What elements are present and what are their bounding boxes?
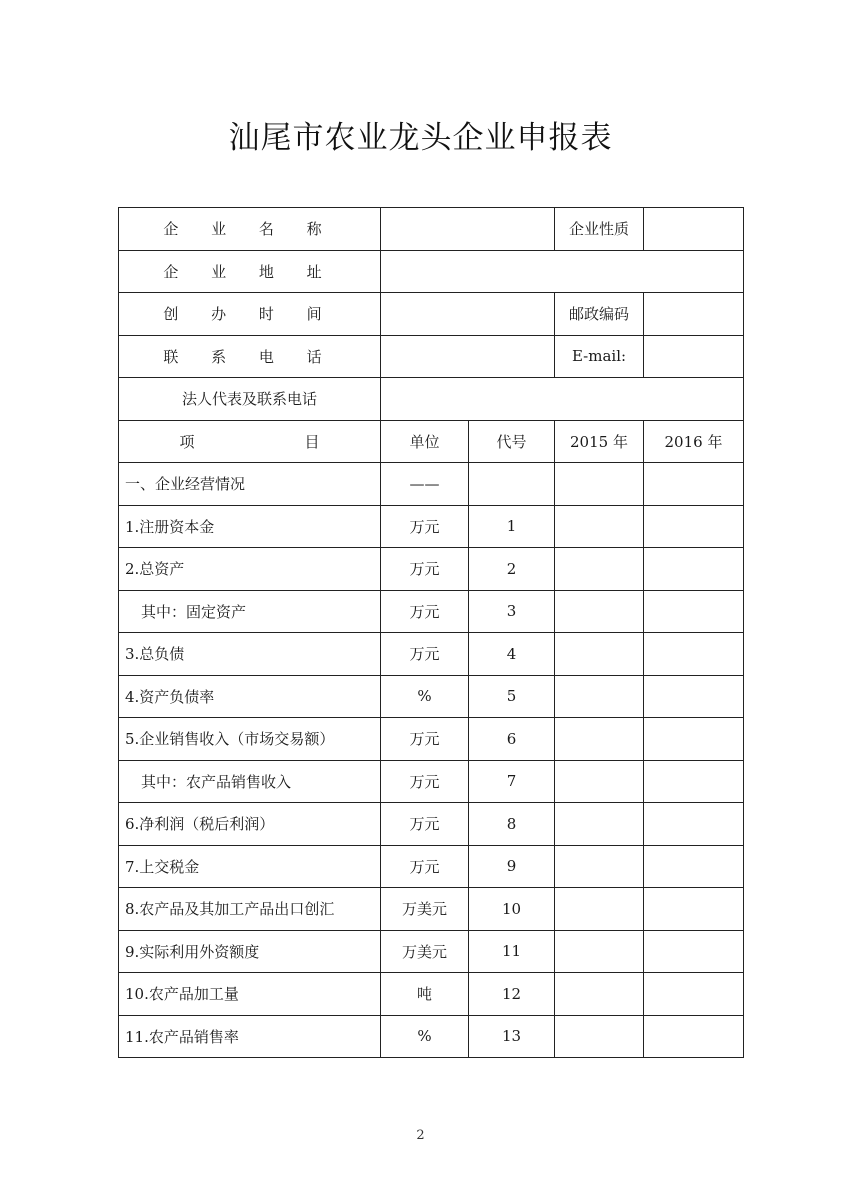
company-name-field[interactable] bbox=[381, 208, 555, 251]
row-label: 6.净利润（税后利润） bbox=[119, 803, 381, 846]
value-2016-field[interactable] bbox=[644, 803, 744, 846]
row-label: 8.农产品及其加工产品出口创汇 bbox=[119, 888, 381, 931]
row-code: 12 bbox=[469, 973, 555, 1016]
row-label: 3.总负债 bbox=[119, 633, 381, 676]
table-row bbox=[119, 760, 744, 803]
value-2015-field[interactable] bbox=[555, 675, 644, 718]
email-label: E-mail: bbox=[555, 335, 644, 378]
row-label: 11.农产品销售率 bbox=[119, 1015, 381, 1058]
row-unit: 万美元 bbox=[381, 888, 469, 931]
email-field[interactable] bbox=[644, 335, 744, 378]
item-header bbox=[119, 420, 381, 463]
row-code: 7 bbox=[469, 760, 555, 803]
postal-code-label: 邮政编码 bbox=[555, 293, 644, 336]
table-row bbox=[119, 590, 744, 633]
value-2016-field[interactable] bbox=[644, 930, 744, 973]
year-2015-header: 2015 年 bbox=[555, 420, 644, 463]
table-row bbox=[119, 505, 744, 548]
table-row bbox=[119, 718, 744, 761]
value-2016-field[interactable] bbox=[644, 1015, 744, 1058]
value-2016-field[interactable] bbox=[644, 675, 744, 718]
value-2016-field[interactable] bbox=[644, 760, 744, 803]
row-code: 2 bbox=[469, 548, 555, 591]
postal-code-field[interactable] bbox=[644, 293, 744, 336]
value-2015-field[interactable] bbox=[555, 803, 644, 846]
row-label: 1.注册资本金 bbox=[119, 505, 381, 548]
founded-time-row bbox=[119, 293, 744, 336]
row-unit: 万元 bbox=[381, 845, 469, 888]
page-number: 2 bbox=[416, 1128, 425, 1143]
row-code: 5 bbox=[469, 675, 555, 718]
row-code: 3 bbox=[469, 590, 555, 633]
value-2016-field[interactable] bbox=[644, 590, 744, 633]
value-2015-field[interactable] bbox=[555, 590, 644, 633]
row-code: 10 bbox=[469, 888, 555, 931]
value-2016-field[interactable] bbox=[644, 505, 744, 548]
row-unit: % bbox=[381, 675, 469, 718]
value-2015-field[interactable] bbox=[555, 888, 644, 931]
row-code bbox=[469, 463, 555, 506]
row-label: 9.实际利用外资额度 bbox=[119, 930, 381, 973]
row-label: 其中：农产品销售收入 bbox=[119, 760, 381, 803]
company-name-label: 企 业 名 称 bbox=[119, 208, 381, 251]
table-row bbox=[119, 888, 744, 931]
row-unit: 万元 bbox=[381, 718, 469, 761]
row-code: 4 bbox=[469, 633, 555, 676]
row-unit: 万元 bbox=[381, 760, 469, 803]
row-code: 9 bbox=[469, 845, 555, 888]
row-unit: 万元 bbox=[381, 548, 469, 591]
row-unit: 吨 bbox=[381, 973, 469, 1016]
value-2015-field[interactable] bbox=[555, 1015, 644, 1058]
value-2016-field[interactable] bbox=[644, 633, 744, 676]
row-unit: 万美元 bbox=[381, 930, 469, 973]
table-row bbox=[119, 845, 744, 888]
value-2015-field[interactable] bbox=[555, 548, 644, 591]
row-unit: —— bbox=[381, 463, 469, 506]
table-row bbox=[119, 675, 744, 718]
company-nature-field[interactable] bbox=[644, 208, 744, 251]
row-label: 4.资产负债率 bbox=[119, 675, 381, 718]
year-2016-header: 2016 年 bbox=[644, 420, 744, 463]
value-2015-field[interactable] bbox=[555, 633, 644, 676]
table-row bbox=[119, 548, 744, 591]
value-2016-field[interactable] bbox=[644, 973, 744, 1016]
item-header-a: 项 bbox=[179, 432, 195, 451]
value-2016-field[interactable] bbox=[644, 888, 744, 931]
page-title: 汕尾市农业龙头企业申报表 bbox=[228, 120, 613, 156]
row-label: 一、企业经营情况 bbox=[119, 463, 381, 506]
row-label: 10.农产品加工量 bbox=[119, 973, 381, 1016]
value-2016-field[interactable] bbox=[644, 718, 744, 761]
founded-time-label: 创 办 时 间 bbox=[119, 293, 381, 336]
value-2015-field[interactable] bbox=[555, 463, 644, 506]
row-unit: 万元 bbox=[381, 505, 469, 548]
table-row bbox=[119, 1015, 744, 1058]
row-code: 13 bbox=[469, 1015, 555, 1058]
row-unit: 万元 bbox=[381, 633, 469, 676]
value-2016-field[interactable] bbox=[644, 463, 744, 506]
table-row bbox=[119, 973, 744, 1016]
value-2015-field[interactable] bbox=[555, 930, 644, 973]
value-2016-field[interactable] bbox=[644, 845, 744, 888]
header-row bbox=[119, 420, 744, 463]
row-label: 2.总资产 bbox=[119, 548, 381, 591]
row-unit: % bbox=[381, 1015, 469, 1058]
phone-field[interactable] bbox=[381, 335, 555, 378]
founded-time-field[interactable] bbox=[381, 293, 555, 336]
company-name-row bbox=[119, 208, 744, 251]
table-row bbox=[119, 803, 744, 846]
table-row bbox=[119, 930, 744, 973]
item-header-b: 目 bbox=[304, 432, 320, 451]
legal-rep-label: 法人代表及联系电话 bbox=[119, 378, 381, 421]
value-2015-field[interactable] bbox=[555, 718, 644, 761]
company-nature-label: 企业性质 bbox=[555, 208, 644, 251]
phone-label: 联 系 电 话 bbox=[119, 335, 381, 378]
row-label: 7.上交税金 bbox=[119, 845, 381, 888]
legal-rep-row bbox=[119, 378, 744, 421]
row-label: 5.企业销售收入（市场交易额） bbox=[119, 718, 381, 761]
table-row bbox=[119, 463, 744, 506]
row-code: 8 bbox=[469, 803, 555, 846]
application-form-table bbox=[118, 207, 744, 1058]
row-unit: 万元 bbox=[381, 590, 469, 633]
company-address-field[interactable] bbox=[381, 250, 744, 293]
code-header: 代号 bbox=[469, 420, 555, 463]
table-row bbox=[119, 633, 744, 676]
value-2015-field[interactable] bbox=[555, 973, 644, 1016]
row-unit: 万元 bbox=[381, 803, 469, 846]
unit-header: 单位 bbox=[381, 420, 469, 463]
row-code: 6 bbox=[469, 718, 555, 761]
legal-rep-field[interactable] bbox=[381, 378, 744, 421]
phone-row bbox=[119, 335, 744, 378]
value-2015-field[interactable] bbox=[555, 845, 644, 888]
row-label: 其中：固定资产 bbox=[119, 590, 381, 633]
value-2016-field[interactable] bbox=[644, 548, 744, 591]
company-address-label: 企 业 地 址 bbox=[119, 250, 381, 293]
company-address-row bbox=[119, 250, 744, 293]
value-2015-field[interactable] bbox=[555, 760, 644, 803]
value-2015-field[interactable] bbox=[555, 505, 644, 548]
row-code: 1 bbox=[469, 505, 555, 548]
row-code: 11 bbox=[469, 930, 555, 973]
